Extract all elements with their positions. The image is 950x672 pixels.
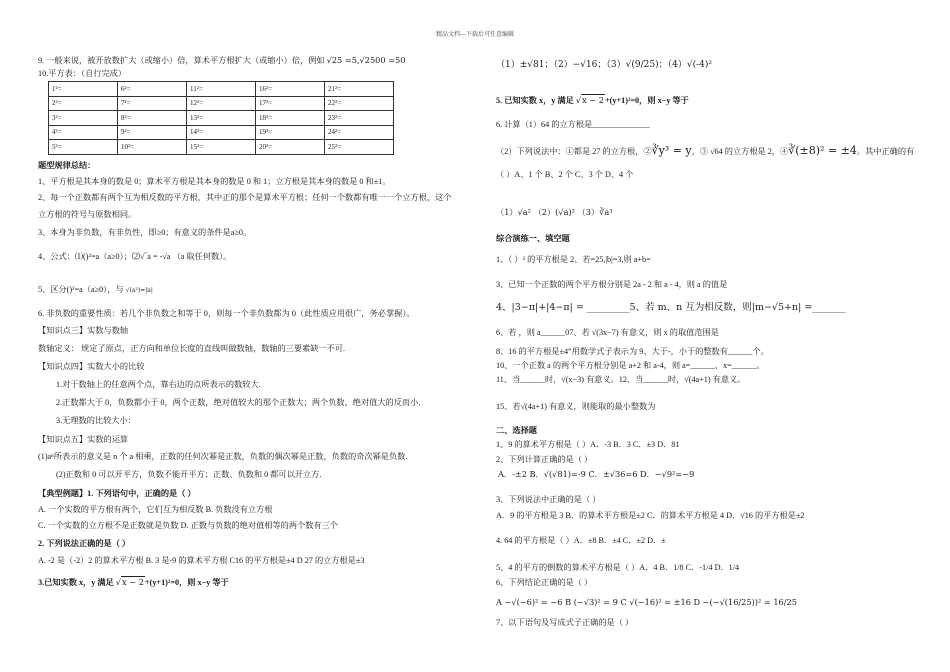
choice-4: 4. 64 的平方根是（ ）A．±8 B．±4 C．±2 D．± xyxy=(496,536,666,545)
table-cell: 14²= xyxy=(187,125,256,140)
table-cell: 11²= xyxy=(187,82,256,97)
table-cell: 5²= xyxy=(49,140,118,155)
choice-5: 5、4 的平方的倒数的算术平方根是（ ）A．4 B．1/8 C．-1/4 D．1/4 xyxy=(496,563,740,572)
table-cell: 9²= xyxy=(118,125,187,140)
table-cell: 25²= xyxy=(325,140,394,155)
table-cell: 15²= xyxy=(187,140,256,155)
summary-1: 1、平方根是其本身的数是 0；算术平方根是其本身的数是 0 和 1；立方根是其本身的数是 0 和±1。 xyxy=(38,177,391,186)
table-cell: 6²= xyxy=(118,82,187,97)
choice-2: 2、下列计算正确的是（ ） xyxy=(496,455,593,464)
question-6-options: （ ）A、1 个 B、2 个 C、3 个 D、4 个 xyxy=(496,170,634,179)
table-row xyxy=(49,96,394,111)
knowledge-4-c: 3.无理数的比较大小： xyxy=(56,416,136,425)
table-cell: 21²= xyxy=(325,82,394,97)
table-cell: 19²= xyxy=(256,125,325,140)
table-row xyxy=(49,125,394,140)
choice-6-options: A −√(−6)² = −6 B (−√3)² = 9 C √(−16)² = ±16 D −(−√(16/25))² = 16/25 xyxy=(496,597,797,607)
table-cell: 1²= xyxy=(49,82,118,97)
table-cell: 10²= xyxy=(118,140,187,155)
table-cell: 24²= xyxy=(325,125,394,140)
section-fill-title: 综合演练一、填空题 xyxy=(496,234,570,243)
choice-2-options: A．-±2 B．√(√81)=-9 C．±√36=6 D．−√9²=−9 xyxy=(498,469,695,479)
summary-3: 3、本身为非负数，有非负性，即≥0；有意义的条件是a≥0。 xyxy=(38,228,252,237)
knowledge-3-text: 数轴定义： 规定了原点，正方向和单位长度的直线叫做数轴，数轴的三要素缺一不可. xyxy=(38,344,346,353)
fill-1: 1、（ ）² 的平方根是 2、若=25,|b|=3,则 a+b= xyxy=(496,255,651,264)
summary-6: 6. 非负数的重要性质：若几个非负数之和等于 0，则每一个非负数都为 0（此性质应用很广，务必掌握）。 xyxy=(38,309,415,318)
knowledge-5-b: (2)正数和 0 可以开平方，负数不能开平方；正数、负数和 0 都可以开立方. xyxy=(56,470,322,479)
example-1: 【典型例题】1. 下列语句中，正确的是（ ） xyxy=(38,489,196,498)
table-row xyxy=(49,140,394,155)
summary-title: 题型规律总结： xyxy=(38,161,96,170)
knowledge-4-title: 【知识点四】实数大小的比较 xyxy=(38,362,145,371)
summary-2b: 立方根的符号与原数相同。 xyxy=(38,210,137,219)
knowledge-5-title: 【知识点五】实数的运算 xyxy=(38,435,129,444)
table-cell: 8²= xyxy=(118,111,187,126)
table-cell: 22²= xyxy=(325,96,394,111)
question-5: 5. 已知实数 x，y 满足 √x − 2+(y+1)²=0，则 x−y 等于 xyxy=(496,95,689,105)
question-6: 6. 计算（1）64 的立方根是______________ xyxy=(496,120,650,129)
knowledge-5-a: (1)aⁿ所表示的意义是 n 个 a 相乘，正数的任何次幂是正数，负数的偶次幂是正数，负数的奇次幂是负数. xyxy=(38,452,408,461)
table-cell: 23²= xyxy=(325,111,394,126)
fill-11: 11、当______时，√(x−3) 有意义。12、当______时，√(4a+1) 有意义。 xyxy=(496,375,746,384)
table-cell: 7²= xyxy=(118,96,187,111)
summary-2a: 2、每一个正数都有两个互为相反数的平方根，其中正的那个是算术平方根；任何一个数都有唯一一个立方根，这个 xyxy=(38,193,452,202)
table-cell: 17²= xyxy=(256,96,325,111)
choice-6: 6、下列结论正确的是（ ） xyxy=(496,578,593,587)
table-row xyxy=(49,82,394,97)
knowledge-4-a: 1.对于数轴上的任意两个点，靠右边的点所表示的数较大. xyxy=(56,380,261,389)
table-cell: 18²= xyxy=(256,111,325,126)
knowledge-3-title: 【知识点三】实数与数轴 xyxy=(38,326,129,335)
item-9: 9. 一般来说，被开放数扩大（或缩小）倍，算术平方根扩大（或缩小）倍，例如 √25 =5,√2500 =50 xyxy=(38,55,406,65)
choice-3: 3、下列说法中正确的是（ ） xyxy=(496,495,601,504)
example-2-a: A. -2 是（-2）2 的算术平方根 B. 3 是-9 的算术平方根 C16 的平方根是±4 D 27 的立方根是±3 xyxy=(38,556,365,565)
table-cell: 13²= xyxy=(187,111,256,126)
table-cell: 2²= xyxy=(49,96,118,111)
knowledge-4-b: 2.正数都大于 0，负数都小于 0，两个正数，绝对值较大的那个正数大；两个负数，绝对值大的反而小. xyxy=(56,398,421,407)
question-6-2: （2）下列说法中：①都是 27 的立方根，②∛y³ = y，③ √64 的立方根是 2，④∛(±8)² = ±4。其中正确的有 xyxy=(496,144,915,157)
fill-3: 3、已知一个正数的两个平方根分别是 2a - 2 和 a - 4，则 a 的值是 xyxy=(496,280,728,289)
section-choice-title: 二、选择题 xyxy=(496,426,537,435)
table-cell: 4²= xyxy=(49,125,118,140)
choice-3-options: A．9 的平方根是 3 B．的算术平方根是±2 C．的算术平方根是 4 D．√16 的平方根是±2 xyxy=(496,511,805,520)
fill-8: 8、16 的平方根是±4”用数学式子表示为 9、大于-，小于的整数有______个。 xyxy=(496,347,769,356)
table-cell: 20²= xyxy=(256,140,325,155)
fill-4: 4、|3−π|+|4−π| = _________5、若 m、n 互为相反数，则|m−√5+n| =_______ xyxy=(496,302,846,313)
document-header: 精品文档---下载后可任意编辑 xyxy=(436,32,514,38)
summary-5: 5、区分()²=a（a≥0），与 √(a²)=|a| xyxy=(38,285,153,294)
choice-1: 1、9 的算术平方根是（ ）A．-3 B．3 C．±3 D．81 xyxy=(496,440,680,449)
example-1-b: C. 一个实数的立方根不是正数就是负数 D. 正数与负数的绝对值相等的两个数有三个 xyxy=(38,521,338,530)
fill-6: 6、若 ，则 a______07、若 √(3x−7) 有意义，则 x 的取值范围是 xyxy=(496,328,719,337)
roots-list: （1）±√81；（2）−√16；（3）√(9/25)；（4）√(-4)² xyxy=(496,60,712,70)
radicals-list: （1）√a² （2）(√a)² （3）∛a³ xyxy=(496,207,613,217)
summary-4: 4、公式：⑴()²=a（a≥0）；⑵√‾a = -√a （a 取任何数）。 xyxy=(38,252,232,261)
example-1-a: A. 一个实数的平方根有两个，它们互为相反数 B. 负数没有立方根 xyxy=(38,505,273,514)
table-cell: 3²= xyxy=(49,111,118,126)
example-3: 3.已知实数 x，y 满足 √x − 2+(y+1)²=0，则 x−y 等于 xyxy=(38,577,229,587)
square-table xyxy=(48,81,394,155)
choice-7: 7、以下语句及写成式子正确的是（ ） xyxy=(496,618,634,627)
fill-10: 10、一个正数 a 的两个平方根分别是 a+2 和 a-4，则 a=______，x=______。 xyxy=(496,361,765,370)
table-cell: 12²= xyxy=(187,96,256,111)
example-2: 2. 下列说法正确的是（ ） xyxy=(38,539,131,548)
table-cell: 16²= xyxy=(256,82,325,97)
table-row xyxy=(49,111,394,126)
fill-15: 15、若√(4a+1) 有意义，则能取的最小整数为 xyxy=(496,402,656,411)
item-10: 10.平方表：（自行完成） xyxy=(38,69,127,78)
